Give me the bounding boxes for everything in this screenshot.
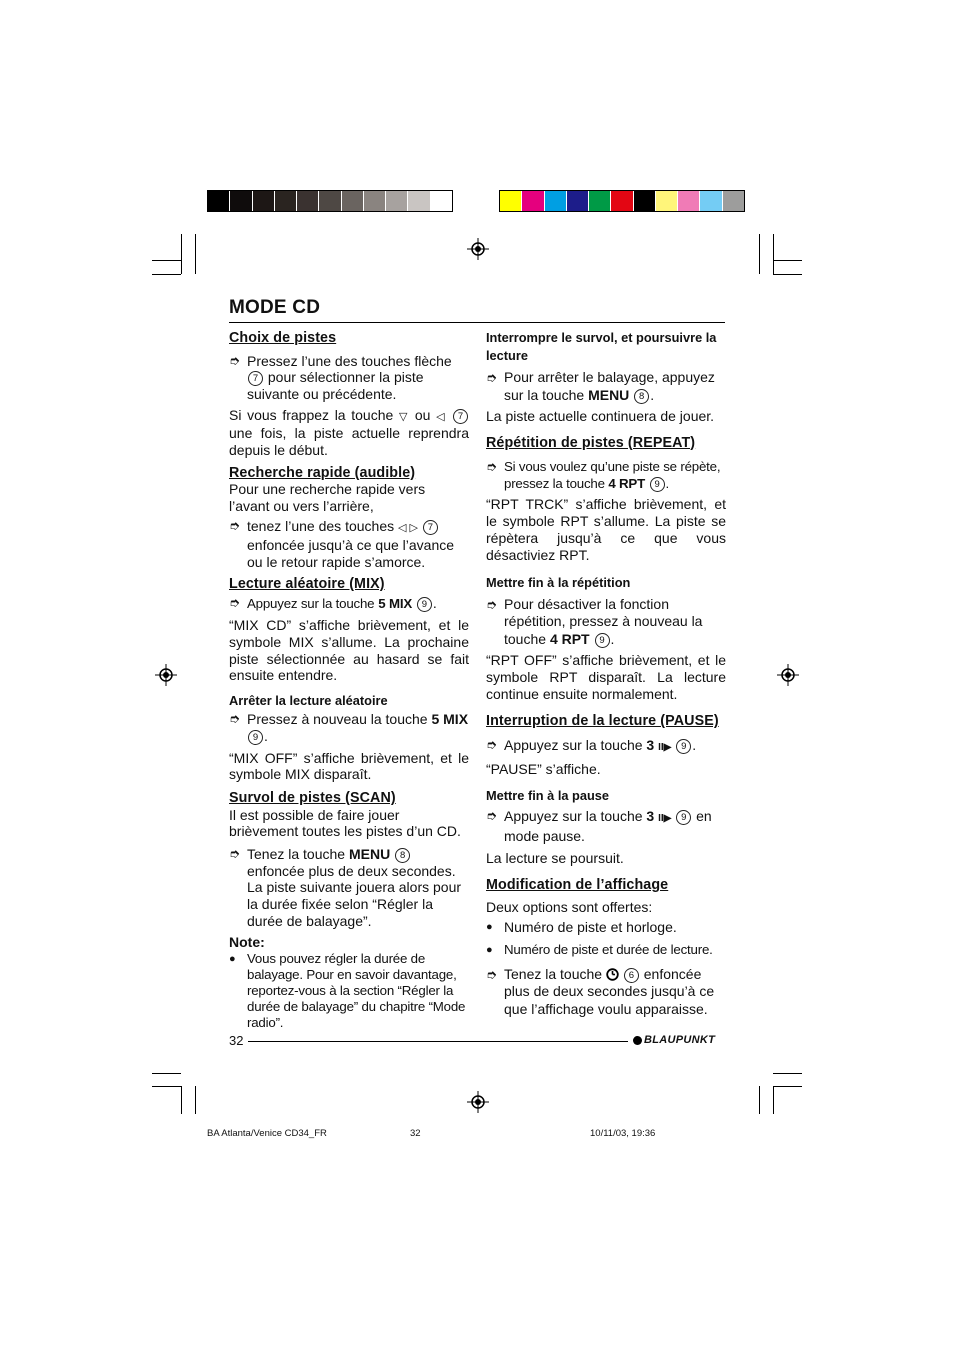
instruction-text: en mode pause. [504,808,712,845]
paragraph-text: une fois, la piste actuelle reprendra depuis le début. [229,425,469,458]
paragraph: Pour une recherche rapide vers l’avant ou vers l’arrière, [229,481,426,514]
subheading: Mettre fin à la pause [486,787,610,803]
paragraph: Il est possible de faire jouer brièvement toutes les pistes d’un CD. [229,806,461,840]
instruction-item: ➮ Appuyez sur la touche 3 II▶ 9 . [486,736,697,753]
key-number-badge: 7 [453,409,468,424]
color-swatch [342,191,364,211]
page-number: 32 [229,1033,244,1048]
color-swatch [589,191,611,211]
option-item [486,942,726,959]
clock-icon [606,968,619,981]
registration-mark-icon [777,664,799,686]
instruction-item: ➮ Si vous voulez qu’une piste se répète, pressez la touche 4 RPT 9 . [486,459,721,492]
paragraph [229,407,469,459]
color-swatch [364,191,386,211]
subheading: Mettre fin à la répétition [486,575,631,591]
play-pause-icon: II▶ [658,813,672,825]
footer-page: 32 [410,1128,421,1139]
instruction-item [229,846,469,929]
instruction-text: enfoncée jusqu’à ce que l’avance ou le retour rapide s’amorce. [247,536,455,570]
key-number-badge: 9 [676,810,691,825]
key-label: 5 MIX [431,711,469,728]
play-pause-icon: II▶ [658,741,672,753]
crop-mark [195,1086,196,1114]
arrow-bullet-icon: ➮ [229,594,240,610]
left-triangle-icon: ◁ [436,410,447,423]
arrow-bullet-icon: ➮ [486,808,497,824]
instruction-text: Si vous voulez qu’une piste se répète, pressez la touche [504,459,721,492]
key-number-badge: 9 [676,739,691,754]
option-text: Numéro de piste et horloge. [504,919,677,936]
registration-mark-icon [155,664,177,686]
left-right-arrows-icon: ◁ ▷ [398,522,418,535]
arrow-bullet-icon: ➮ [229,518,240,534]
instruction-text: Pour arrêter le balayage, appuyez sur la touche [504,369,715,403]
note-item [229,951,469,1031]
instruction-item: ➮ Pour arrêter le balayage, appuyez sur la touche MENU 8 . [486,369,715,403]
paragraph: La lecture se poursuit. [486,849,624,866]
color-swatch [408,191,430,211]
down-triangle-icon: ▽ [398,410,410,423]
key-label: 5 MIX [378,595,412,611]
paragraph: “PAUSE” s’affiche. [486,761,601,778]
footer-date: 10/11/03, 19:36 [590,1128,656,1139]
registration-mark-icon [467,238,489,260]
instruction-text: Appuyez sur la touche [504,808,643,825]
crop-mark [773,234,774,274]
key-number-badge: 9 [417,597,432,612]
brand-logo [633,1034,715,1046]
crop-mark [181,1086,182,1114]
key-number-badge: 8 [634,389,649,404]
note-text: Vous pouvez régler la durée de balayage. Pour en savoir davantage, reportez-vous à la section “Régler la durée de balayage” du chapitre “Mode radio”. [247,950,466,1030]
crop-mark [759,1086,760,1114]
crop-mark [773,274,802,275]
subheading: Interrompre le survol, et poursuivre la lecture [486,330,717,363]
section-heading: Lecture aléatoire (MIX) [229,576,385,593]
instruction-item: ➮ Appuyez sur la touche 5 MIX 9 . [229,594,437,611]
key-number-badge: 7 [423,520,438,535]
brand-name: BLAUPUNKT [644,1034,716,1046]
crop-mark [773,1086,802,1087]
subheading: Arrêter la lecture aléatoire [229,692,388,708]
color-swatch [230,191,252,211]
paragraph: “MIX CD” s’affiche brièvement, et le symbole MIX s’allume. La prochaine piste sélectionnée au hasard se fait ensuite entendre. [229,617,469,684]
color-swatch [522,191,544,211]
dot-bullet-icon: ● [486,921,493,934]
instruction-text: tenez l’une des touches [247,518,395,535]
instruction-text: Appuyez sur la touche [247,595,375,611]
key-label: 4 RPT [608,476,646,492]
section-heading: Choix de pistes [229,330,337,346]
key-label: MENU [588,386,630,403]
section-heading: Répétition de pistes (REPEAT) [486,434,696,451]
instruction-text: enfoncée plus de deux secondes. La piste suivante jouera alors pour la durée fixée selon “Régler la durée de balayage”. [247,862,462,929]
crop-mark [152,1073,181,1074]
color-swatch [611,191,633,211]
section-heading: Interruption de la lecture (PAUSE) [486,713,719,730]
instruction-item: ➮ Pressez à nouveau la touche 5 MIX 9 . [229,711,469,744]
section-heading: Recherche rapide (audible) [229,464,416,481]
key-number-badge: 8 [395,848,410,863]
arrow-bullet-icon: ➮ [486,370,497,385]
arrow-bullet-icon: ➮ [229,352,240,368]
color-swatch [386,191,408,211]
color-swatch [319,191,341,211]
crop-mark [773,1086,774,1114]
title-rule [229,322,725,323]
instruction-text: Tenez la touche [504,965,603,982]
key-number-badge: 9 [650,477,665,492]
arrow-bullet-icon: ➮ [486,966,497,982]
paragraph: “RPT OFF” s’affiche brièvement, et le symbole RPT disparaît. La lecture continue ensuite normalement. [486,652,726,703]
left-column [229,329,469,1031]
color-calibration-strip [499,190,745,212]
color-swatch [678,191,700,211]
instruction-item: ➮ Pour désactiver la fonction répétition, pressez à nouveau la touche 4 RPT 9 . [486,595,703,647]
key-number-badge: 9 [595,633,610,648]
instruction-text: Pour désactiver la fonction répétition, pressez à nouveau la touche [504,595,703,647]
crop-mark [773,1073,802,1074]
instruction-text: enfoncée plus de deux secondes jusqu’à ce que l’affichage voulu apparaisse. [504,965,715,1017]
color-swatch [297,191,319,211]
color-swatch [275,191,297,211]
option-item [486,919,726,936]
crop-mark [181,234,182,274]
crop-mark [195,234,196,274]
bottom-rule [248,1041,628,1042]
color-swatch [723,191,744,211]
color-swatch [431,191,452,211]
crop-mark [773,260,802,261]
color-swatch [208,191,230,211]
arrow-bullet-icon: ➮ [229,845,240,861]
arrow-bullet-icon: ➮ [229,711,240,727]
key-label: 3 [646,808,655,825]
color-swatch [500,191,522,211]
option-text: Numéro de piste et durée de lecture. [504,942,713,958]
key-label: 4 RPT [549,630,590,647]
arrow-bullet-icon: ➮ [486,736,497,752]
registration-mark-icon [467,1091,489,1113]
crop-mark [152,274,181,275]
footer-file: BA Atlanta/Venice CD34_FR [207,1128,327,1139]
key-number-badge: 6 [624,968,639,983]
section-heading: Modification de l’affichage [486,877,669,894]
brand-dot-icon [633,1036,642,1045]
arrow-bullet-icon: ➮ [486,459,497,475]
instruction-item [486,966,726,1019]
color-swatch [656,191,678,211]
paragraph: “MIX OFF” s’affiche brièvement, et le symbole MIX disparaît. [229,749,469,783]
crop-mark [759,234,760,274]
instruction-text: Appuyez sur la touche [504,736,643,753]
crop-mark [152,1086,181,1087]
color-swatch [700,191,722,211]
key-number-badge: 7 [248,371,263,386]
instruction-item [486,808,726,844]
dot-bullet-icon: ● [486,944,493,957]
color-swatch [545,191,567,211]
key-number-badge: 9 [248,730,263,745]
instruction-text: Pressez l’une des touches flèche [247,352,452,369]
color-swatch [567,191,589,211]
color-swatch [634,191,656,211]
key-label: 3 [646,736,655,753]
paragraph: Deux options sont offertes: [486,898,653,915]
right-column [486,329,726,1018]
color-swatch [253,191,275,211]
instruction-text: pour sélectionner la piste suivante ou précédente. [247,369,424,403]
page-title: MODE CD [229,297,321,318]
paragraph-text: ou [414,406,431,423]
arrow-bullet-icon: ➮ [486,596,497,612]
instruction-item [229,518,469,570]
instruction-text: Pressez à nouveau la touche [247,711,428,728]
key-label: MENU [348,845,391,862]
paragraph: La piste actuelle continuera de jouer. [486,408,715,424]
instruction-item [229,353,469,403]
dot-bullet-icon: ● [229,952,236,965]
gray-calibration-strip [207,190,453,212]
paragraph: “RPT TRCK” s’affiche brièvement, et le symbole RPT s’allume. La piste se répètera jusqu’à ce que vous désactiviez RPT. [486,496,726,564]
section-heading: Survol de pistes (SCAN) [229,789,396,806]
note-label: Note: [229,934,265,951]
paragraph-text: Si vous frappez la touche [229,406,394,423]
instruction-text: Tenez la touche [247,845,346,862]
crop-mark [152,260,181,261]
